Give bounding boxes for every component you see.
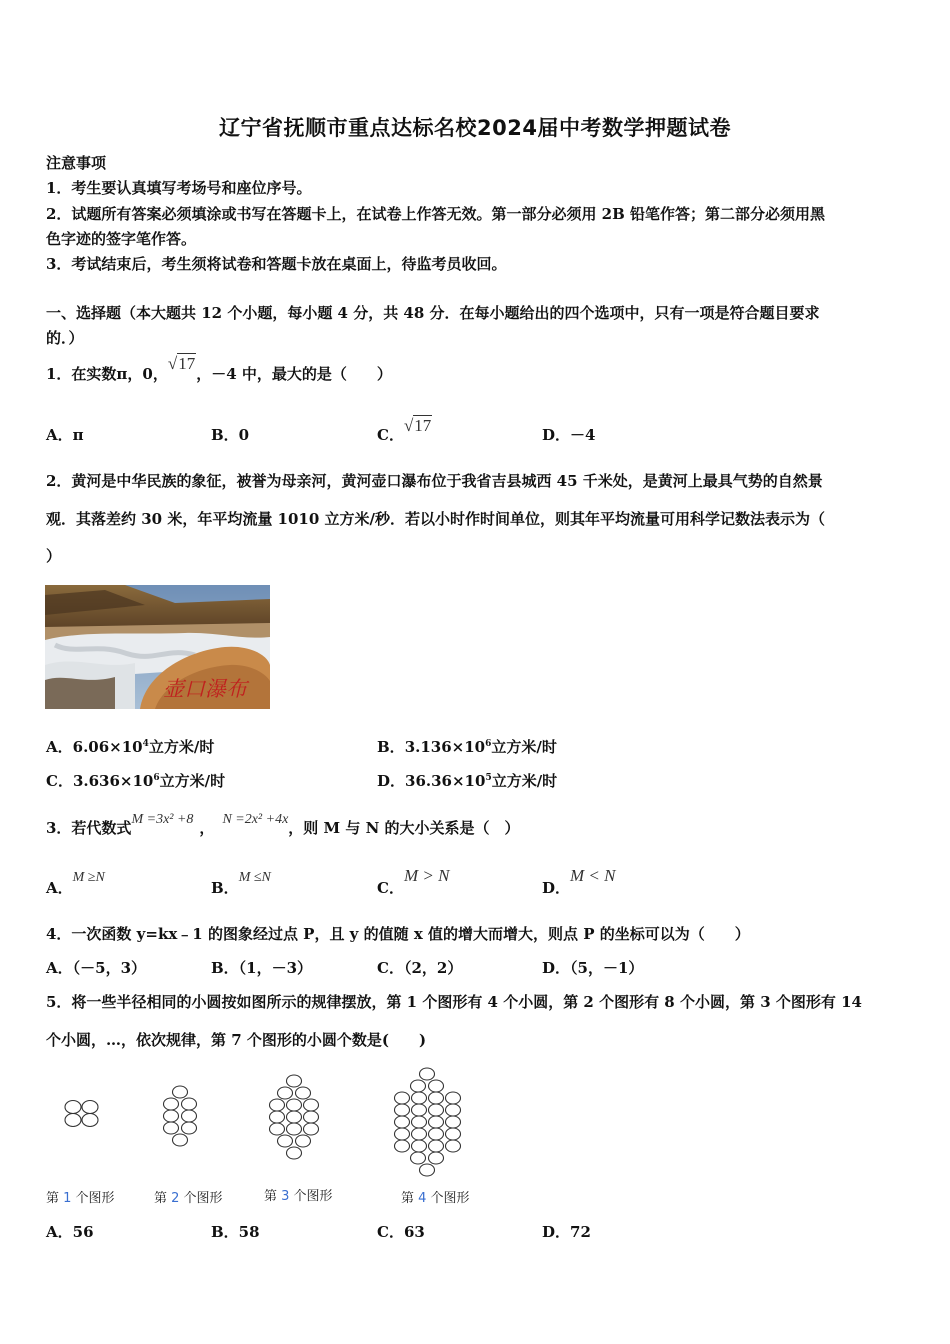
page-title: 辽宁省抚顺市重点达标名校2024届中考数学押题试卷 bbox=[219, 116, 731, 140]
q2-option-a: A．$6.06\times 10^4$立方米/时 bbox=[46, 738, 215, 756]
notice-item-2-cont: 色字迹的签字笔作答。 bbox=[46, 230, 197, 248]
waterfall-photo bbox=[45, 585, 270, 709]
q5-option-a: A．56 bbox=[46, 1223, 94, 1241]
sqrt-expression: √17 bbox=[167, 354, 196, 373]
notice-item-2: 2．试题所有答案必须填涂或书写在答题卡上，在试卷上作答无效。第一部分必须用 2B 铅笔作答；第二部分必须用黑 bbox=[46, 205, 826, 223]
question-2-line-3: ） bbox=[46, 547, 62, 565]
question-5-line-1: 5．将一些半径相同的小圆按如图所示的规律摆放，第 1 个图形有 4 个小圆，第 2 个图形有 8 个小圆，第 3 个图形有 14 bbox=[46, 993, 862, 1011]
q1-option-a: A．π bbox=[46, 426, 84, 444]
figure-1-caption: 第 1 个图形 bbox=[46, 1191, 115, 1206]
q2-option-d: D．$36.36\times 10^5$立方米/时 bbox=[377, 772, 558, 790]
q4-option-b: B．（1，－3） bbox=[211, 959, 313, 977]
figure-2-caption: 第 2 个图形 bbox=[154, 1191, 223, 1206]
expression-m: M =3x² +8 bbox=[131, 812, 194, 827]
question-1-stem: 1．在实数π，0，√17，－4 中，最大的是（ ） bbox=[46, 354, 392, 383]
sqrt-expression: √17 bbox=[403, 416, 432, 435]
q5-option-d: D．72 bbox=[542, 1223, 591, 1241]
q2-option-b: B．$3.136\times 10^6$立方米/时 bbox=[377, 738, 557, 756]
q4-option-c: C．（2，2） bbox=[377, 959, 463, 977]
figure-4-caption: 第 4 个图形 bbox=[401, 1191, 470, 1206]
notice-heading: 注意事项 bbox=[46, 154, 107, 172]
question-2-line-2: 观．其落差约 30 米，年平均流量 1010 立方米/秒．若以小时作时间单位，则其年平均流量可用科学记数法表示为（ bbox=[46, 510, 825, 528]
question-4-stem: 4．一次函数 y=kx﹣1 的图象经过点 P，且 y 的值随 x 值的增大而增大，则点 P 的坐标可以为（ ） bbox=[46, 925, 750, 943]
q3-option-b: B．M ≤N bbox=[211, 870, 271, 897]
expression-n: N =2x² +4x bbox=[222, 812, 289, 827]
question-2-line-1: 2．黄河是中华民族的象征，被誉为母亲河，黄河壶口瀑布位于我省吉县城西 45 千米处，是黄河上最具气势的自然景 bbox=[46, 472, 823, 490]
q3-option-a: A．M ≥N bbox=[46, 870, 105, 897]
q1-option-c: C．√17 bbox=[377, 416, 432, 444]
q1-option-d: D．－4 bbox=[542, 426, 596, 444]
question-3-stem: 3．若代数式M =3x² +8 ， N =2x² +4x，则 M 与 N 的大小关系是（ ） bbox=[46, 812, 520, 837]
circle-pattern-figures bbox=[40, 1062, 500, 1177]
section-heading: 一、选择题（本大题共 12 个小题，每小题 4 分，共 48 分．在每小题给出的四个选项中，只有一项是符合题目要求 bbox=[46, 304, 820, 322]
q4-option-a: A．（－5，3） bbox=[46, 959, 147, 977]
figure-3-caption: 第 3 个图形 bbox=[264, 1189, 333, 1204]
notice-item-1: 1．考生要认真填写考场号和座位序号。 bbox=[46, 179, 312, 197]
q2-option-c: C．$3.636\times 10^6$立方米/时 bbox=[46, 772, 226, 790]
q3-option-d: D．M < N bbox=[542, 866, 616, 897]
q3-option-c: C．M > N bbox=[377, 866, 450, 897]
q5-option-b: B．58 bbox=[211, 1223, 260, 1241]
photo-caption: 壶口瀑布 bbox=[163, 677, 247, 701]
q5-option-c: C．63 bbox=[377, 1223, 425, 1241]
q4-option-d: D．（5，－1） bbox=[542, 959, 644, 977]
q1-option-b: B．0 bbox=[211, 426, 250, 444]
section-heading-cont: 的．） bbox=[46, 329, 84, 347]
notice-item-3: 3．考试结束后，考生须将试卷和答题卡放在桌面上，待监考员收回。 bbox=[46, 255, 507, 273]
question-5-line-2: 个小圆，…，依次规律，第 7 个图形的小圆个数是( ) bbox=[46, 1031, 427, 1049]
